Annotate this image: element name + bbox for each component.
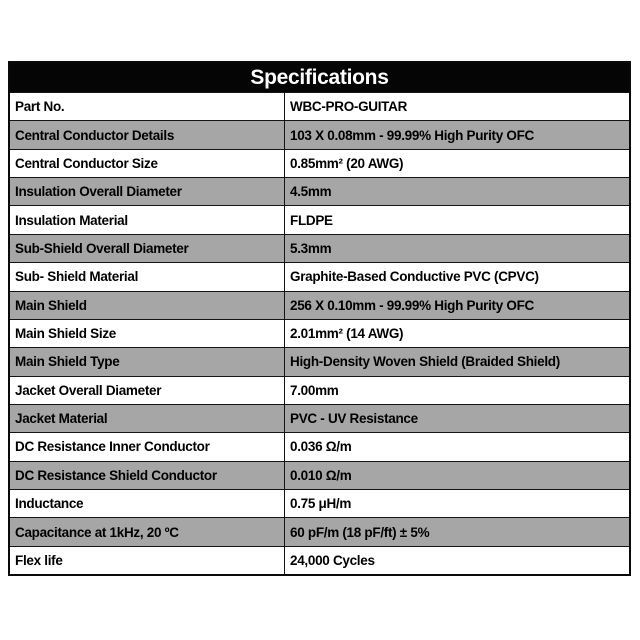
spec-label: Main Shield Type	[15, 354, 120, 370]
spec-value: Graphite-Based Conductive PVC (CPVC)	[284, 263, 629, 290]
spec-label: Capacitance at 1kHz, 20 ºC	[15, 524, 179, 540]
table-row	[10, 234, 629, 262]
spec-value: 7.00mm	[284, 377, 629, 404]
spec-value: 5.3mm	[284, 235, 629, 262]
spec-label: Insulation Overall Diameter	[15, 184, 182, 200]
spec-label: Inductance	[15, 496, 84, 512]
table-row	[10, 489, 629, 517]
spec-label: Insulation Material	[15, 212, 128, 228]
spec-label: Flex life	[15, 552, 63, 568]
table-row	[10, 149, 629, 177]
spec-label: Sub- Shield Material	[15, 269, 139, 285]
spec-label: Central Conductor Size	[15, 155, 158, 171]
table-row	[10, 546, 629, 574]
spec-value: 0.010 Ω/m	[284, 462, 629, 489]
spec-value: 256 X 0.10mm - 99.99% High Purity OFC	[284, 292, 629, 319]
spec-label: Sub-Shield Overall Diameter	[15, 240, 189, 256]
spec-label: Main Shield Size	[15, 326, 116, 342]
table-row	[10, 404, 629, 432]
table-title: Specifications	[10, 63, 629, 92]
table-row	[10, 291, 629, 319]
spec-label: Central Conductor Details	[15, 127, 175, 143]
spec-value: 24,000 Cycles	[284, 547, 629, 574]
spec-label: Main Shield	[15, 297, 87, 313]
spec-label: Part No.	[15, 99, 65, 115]
spec-value: High-Density Woven Shield (Braided Shield)	[284, 348, 629, 375]
spec-label: DC Resistance Shield Conductor	[15, 467, 217, 483]
spec-value: WBC-PRO-GUITAR	[284, 93, 629, 120]
specifications-table	[8, 61, 631, 576]
spec-value: 0.75 μH/m	[284, 490, 629, 517]
spec-value: 60 pF/m (18 pF/ft) ± 5%	[284, 518, 629, 545]
table-row	[10, 347, 629, 375]
table-row	[10, 517, 629, 545]
spec-value: 0.036 Ω/m	[284, 433, 629, 460]
spec-label: DC Resistance Inner Conductor	[15, 439, 210, 455]
spec-label: Jacket Overall Diameter	[15, 382, 162, 398]
table-row	[10, 177, 629, 205]
spec-value: 103 X 0.08mm - 99.99% High Purity OFC	[284, 121, 629, 148]
table-row	[10, 461, 629, 489]
spec-value: 4.5mm	[284, 178, 629, 205]
table-row	[10, 120, 629, 148]
table-row	[10, 92, 629, 120]
table-row	[10, 262, 629, 290]
spec-value: PVC - UV Resistance	[284, 405, 629, 432]
table-row	[10, 205, 629, 233]
spec-value: 2.01mm² (14 AWG)	[284, 320, 629, 347]
table-row	[10, 432, 629, 460]
table-row	[10, 376, 629, 404]
spec-value: FLDPE	[284, 206, 629, 233]
spec-label: Jacket Material	[15, 411, 108, 427]
table-row	[10, 319, 629, 347]
spec-value: 0.85mm² (20 AWG)	[284, 150, 629, 177]
